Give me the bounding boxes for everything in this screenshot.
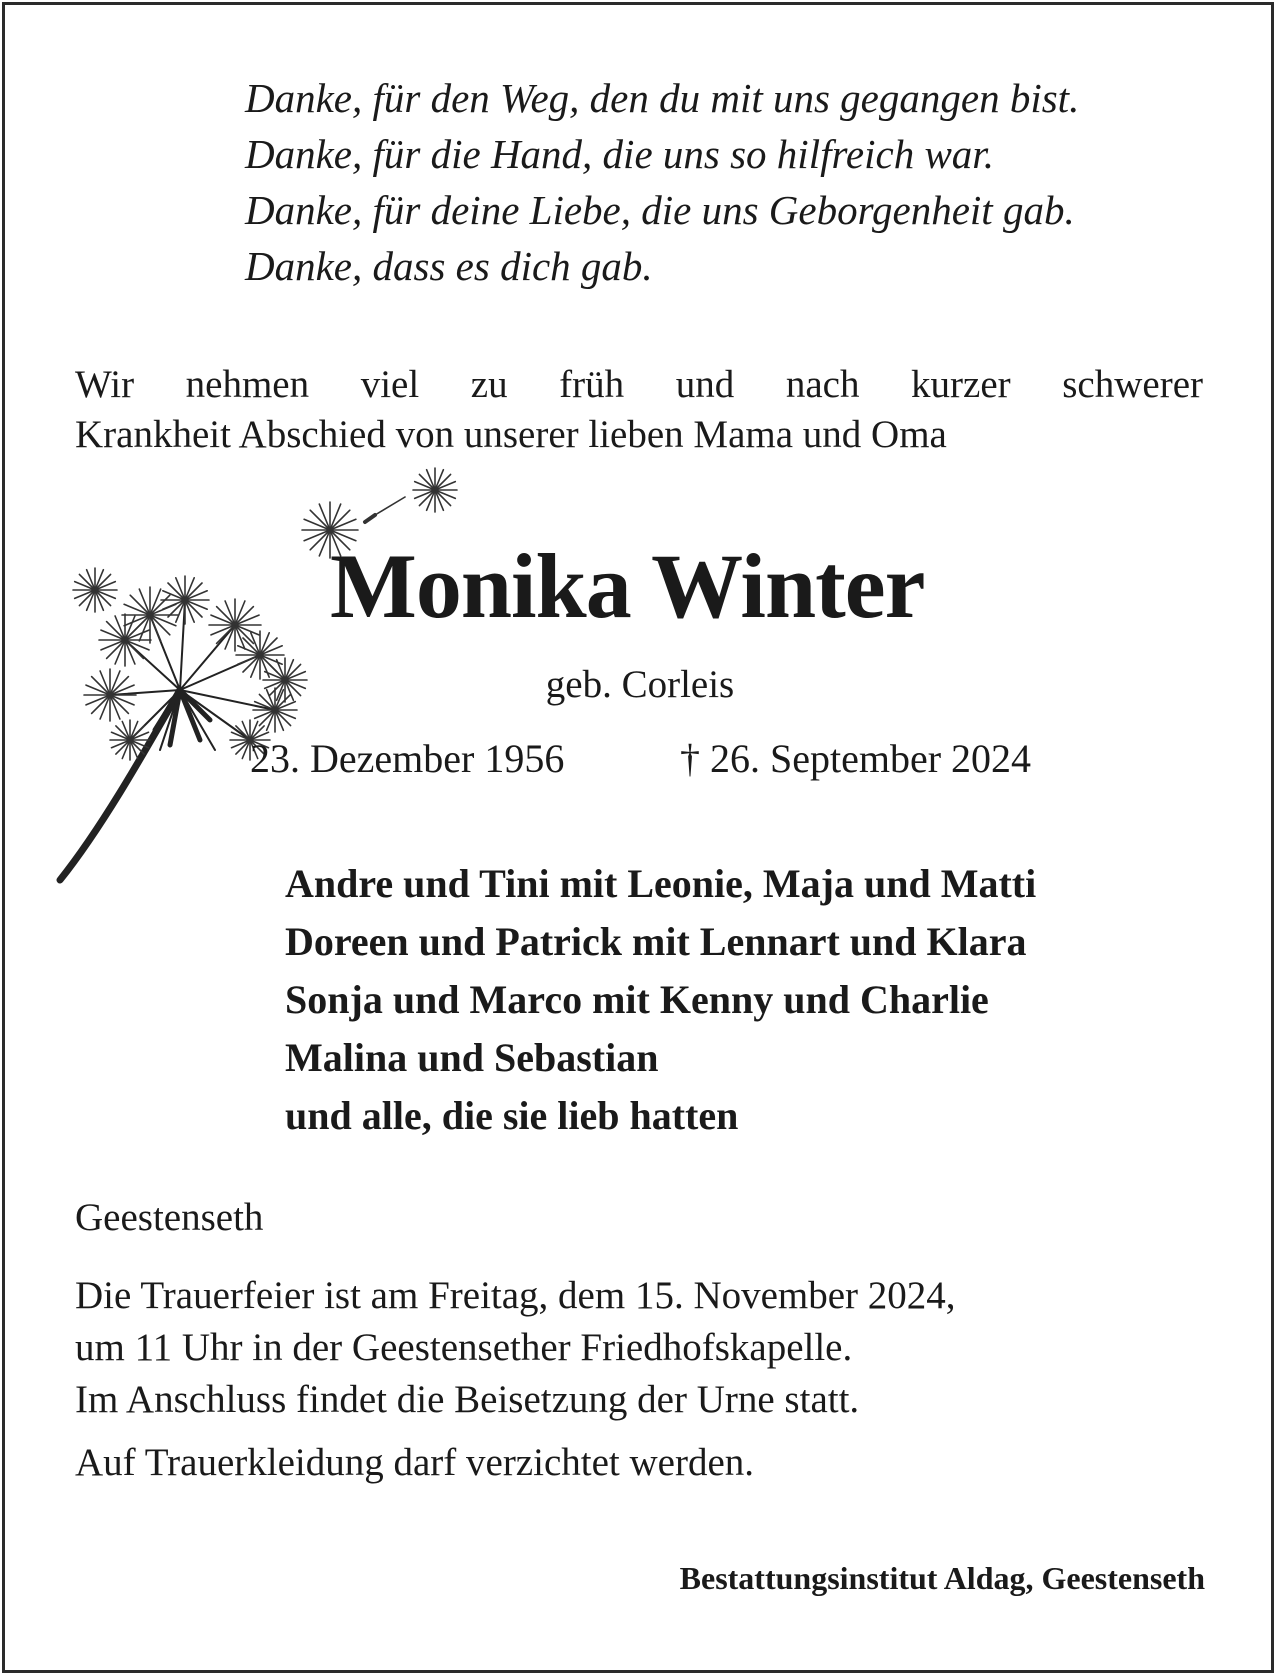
death-date: † 26. September 2024 (680, 736, 1032, 781)
birth-date: 23. Dezember 1956 (250, 736, 565, 781)
service-info (75, 1270, 956, 1426)
family-line: und alle, die sie lieb hatten (285, 1093, 739, 1138)
undertaker: Bestattungsinstitut Aldag, Geestenseth (679, 1560, 1205, 1596)
maiden-name: geb. Corleis (545, 663, 735, 706)
service-line: Im Anschluss findet die Beisetzung der Urne statt. (75, 1378, 860, 1421)
intro-line: Wir nehmen viel zu früh und nach kurzer schwerer (75, 363, 1203, 406)
poem-line: Danke, für den Weg, den du mit uns gegangen bist. (245, 75, 1080, 121)
family-list (285, 855, 1036, 1145)
family-line: Malina und Sebastian (285, 1035, 659, 1080)
poem (245, 70, 1079, 294)
place: Geestenseth (75, 1196, 264, 1239)
service-line: um 11 Uhr in der Geestensether Friedhofskapelle. (75, 1326, 853, 1369)
service-line: Die Trauerfeier ist am Freitag, dem 15. November 2024, (75, 1274, 956, 1317)
dress-code-note: Auf Trauerkleidung darf verzichtet werden. (75, 1441, 755, 1484)
poem-line: Danke, für die Hand, die uns so hilfreich war. (245, 131, 994, 177)
family-line: Doreen und Patrick mit Lennart und Klara (285, 919, 1027, 964)
poem-line: Danke, für deine Liebe, die uns Geborgenheit gab. (245, 187, 1075, 233)
poem-line: Danke, dass es dich gab. (245, 243, 653, 289)
deceased-name: Monika Winter (330, 535, 925, 637)
intro-line: Krankheit Abschied von unserer lieben Mama und Oma (75, 413, 947, 456)
family-line: Sonja und Marco mit Kenny und Charlie (285, 977, 989, 1022)
family-line: Andre und Tini mit Leonie, Maja und Matti (285, 861, 1037, 906)
